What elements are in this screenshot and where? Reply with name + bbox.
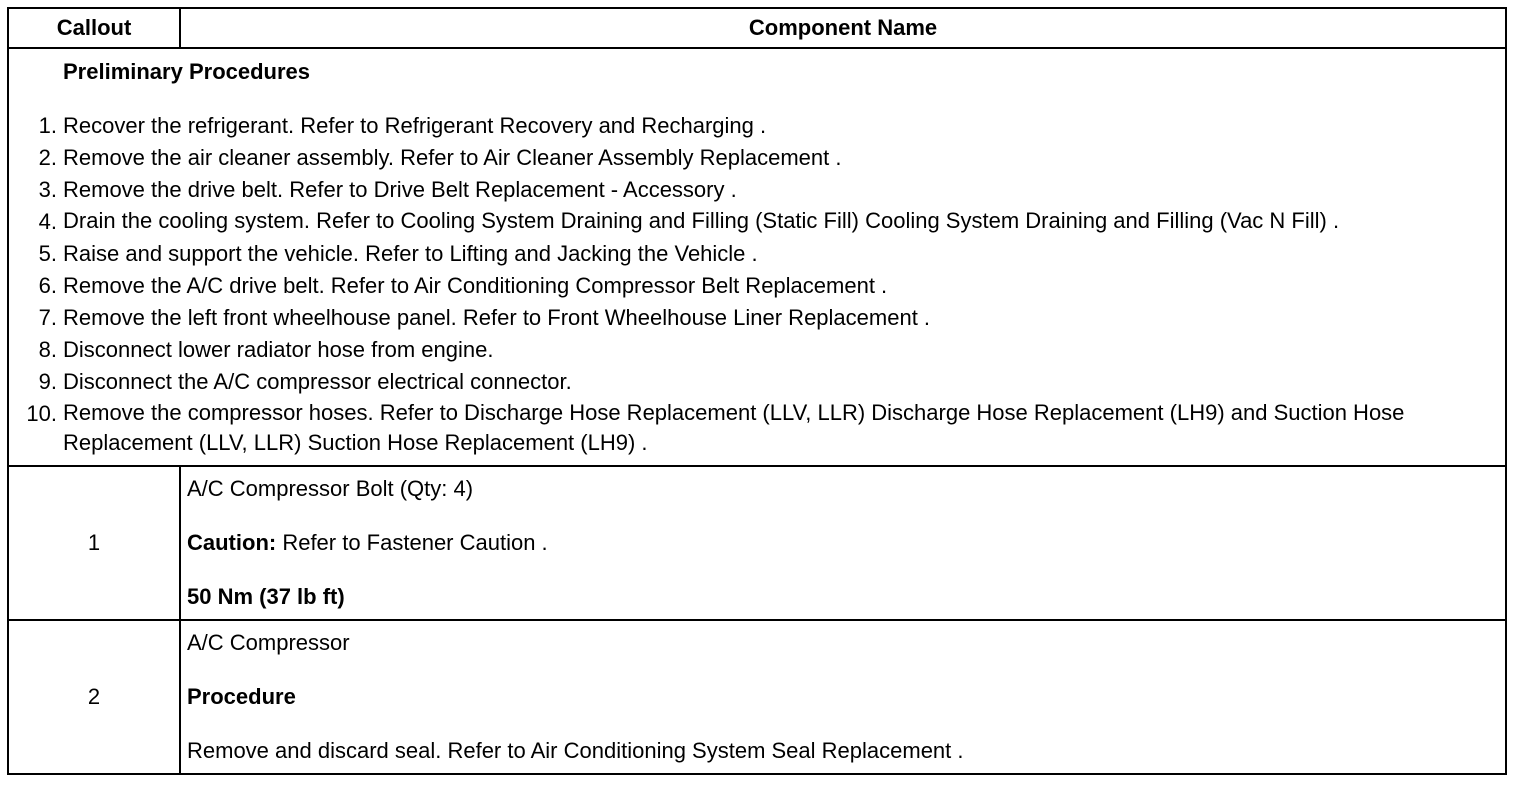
step-number: 1. [38,113,57,138]
step-item [9,398,1505,458]
step-text: Drain the cooling system. Refer to Cooling System Draining and Filling (Static Fill) Cooling System Draining and Filling (Vac N Fill) . [63,208,1340,233]
procedure-label: Procedure [187,684,296,709]
component-cell [180,620,1506,774]
step-number: 10. [26,401,57,426]
torque-spec: 50 Nm (37 lb ft) [187,584,345,609]
step-number: 7. [38,305,57,330]
callout-number: 2 [8,620,180,774]
component-name: A/C Compressor Bolt (Qty: 4) [187,476,474,501]
step-text: Raise and support the vehicle. Refer to Lifting and Jacking the Vehicle . [63,241,758,266]
step-text: Disconnect lower radiator hose from engine. [63,337,494,362]
step-text: Remove the air cleaner assembly. Refer to Air Cleaner Assembly Replacement . [63,145,842,170]
procedure-text: Remove and discard seal. Refer to Air Conditioning System Seal Replacement . [187,738,964,763]
preliminary-steps-list [9,110,1505,458]
step-number: 9. [38,369,57,394]
step-text: Remove the compressor hoses. Refer to Discharge Hose Replacement (LLV, LLR) Discharge Hose Replacement (LH9) and Suction Hose Replacement (LLV, LLR) Suction Hose Replacement (LH9) . [63,400,1405,455]
table-header-row [8,8,1506,48]
preliminary-procedures-cell [8,48,1506,466]
step-item [9,270,1505,302]
component-name: A/C Compressor [187,630,350,655]
step-item [9,206,1505,238]
step-text: Remove the drive belt. Refer to Drive Belt Replacement - Accessory . [63,177,737,202]
component-cell [180,466,1506,620]
step-item [9,174,1505,206]
step-text: Recover the refrigerant. Refer to Refrigerant Recovery and Recharging . [63,113,767,138]
table-row [8,620,1506,774]
step-item [9,142,1505,174]
step-text: Disconnect the A/C compressor electrical connector. [63,369,572,394]
step-item [9,238,1505,270]
step-item [9,366,1505,398]
table-row [8,466,1506,620]
caution-text: Refer to Fastener Caution . [276,530,548,555]
callout-column-header: Callout [8,8,180,48]
step-number: 4. [38,209,57,234]
step-number: 5. [38,241,57,266]
procedure-table [7,7,1507,775]
caution-label: Caution: [187,530,277,555]
component-name-column-header: Component Name [180,8,1506,48]
step-item [9,110,1505,142]
step-item [9,334,1505,366]
step-number: 2. [38,145,57,170]
caution-note [187,527,1499,559]
step-number: 6. [38,273,57,298]
callout-number: 1 [8,466,180,620]
step-item [9,302,1505,334]
step-number: 3. [38,177,57,202]
step-text: Remove the left front wheelhouse panel. Refer to Front Wheelhouse Liner Replacement . [63,305,931,330]
step-text: Remove the A/C drive belt. Refer to Air Conditioning Compressor Belt Replacement . [63,273,888,298]
step-number: 8. [38,337,57,362]
preliminary-procedures-title: Preliminary Procedures [63,59,311,84]
preliminary-procedures-row [8,48,1506,466]
